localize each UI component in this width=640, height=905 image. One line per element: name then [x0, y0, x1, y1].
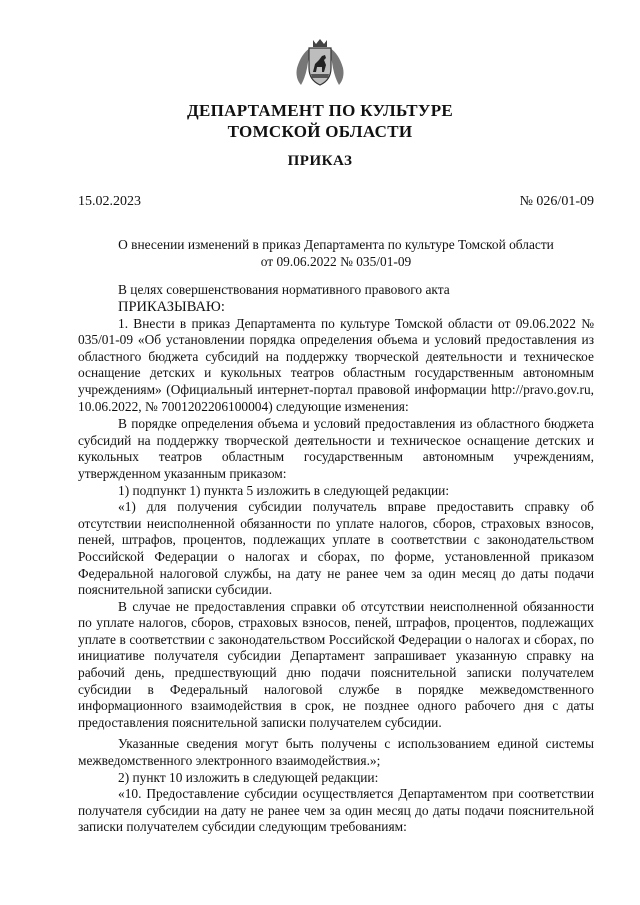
order-date: 15.02.2023: [78, 194, 141, 209]
paragraph-quote-1: «1) для получения субсидии получатель вправе предоставить справку об отсутствии неисполненной обязанности по уплате налогов, сборов, страховых взносов, пеней, штрафов, процентов, подлежащих уплате в соответствии с законодательством Российской Федерации о налогах и сборах, по форме, установленной приказом Федеральной налоговой службы, на дату не ранее чем за один месяц до даты подачи пояснительной записки субсидии.: [78, 499, 594, 598]
organization-name-line1: ДЕПАРТАМЕНТ ПО КУЛЬТУРЕ: [186, 101, 454, 120]
tomsk-region-coat-of-arms-icon: [293, 38, 347, 88]
paragraph-procedure: В порядке определения объема и условий предоставления из областного бюджета субсидий на поддержку творческой деятельности и техническое оснащение детских и кукольных театров областным государственным автономным учреждениям, утвержденном указанным приказом:: [78, 416, 594, 481]
paragraph-quote-10: «10. Предоставление субсидии осуществляется Департаментом при соответствии получателя субсидии на дату не ранее чем за один месяц до даты подачи пояснительной записки получателем субсидии следующим требованиям:: [78, 786, 594, 835]
order-number: № 026/01-09: [519, 194, 594, 209]
order-subject: [78, 236, 594, 270]
preamble-paragraph: В целях совершенствования нормативного правового акта: [118, 282, 450, 297]
subject-line1: О внесении изменений в приказ Департамента по культуре Томской области: [118, 237, 554, 252]
order-keyword: ПРИКАЗЫВАЮ:: [118, 298, 225, 315]
document-type-title: ПРИКАЗ: [287, 153, 353, 169]
paragraph-item-1: 1. Внести в приказ Департамента по культуре Томской области от 09.06.2022 № 035/01-09 «Об установлении порядка определения объема и условий предоставления из областного бюджета субсидий на поддержку творческой деятельности и техническое оснащение детских и кукольных театров областным государственным автономным учреждениям» (Официальный интернет-портал правовой информации http://pravo.gov.ru, 10.06.2022, № 7001202206100004) следующие изменения:: [78, 315, 594, 414]
order-body: [78, 282, 594, 836]
paragraph-subitem-1: 1) подпункт 1) пункта 5 изложить в следующей редакции:: [118, 482, 450, 498]
subject-line2: от 09.06.2022 № 035/01-09: [260, 254, 412, 269]
paragraph-no-certificate: В случае не предоставления справки об отсутствии неисполненной обязанности по уплате налогов, сборов, страховых взносов, пеней, штрафов, процентов, подлежащих уплате в соответствии с законодательством Российской Федерации о налогах и сборах, по инициативе получателя субсидии Департамент запрашивает указанную справку на рабочий день, предшествующий дню подачи пояснительной записки получателем субсидии в Федеральный налоговой службе в порядке межведомственного информационного взаимодействия в срок, не позднее одного рабочего дня с даты предоставления пояснительной записки получателем субсидии.: [78, 598, 594, 730]
paragraph-info-sources: Указанные сведения могут быть получены с использованием единой системы межведомственного электронного взаимодействия.»;: [78, 736, 594, 769]
paragraph-subitem-2: 2) пункт 10 изложить в следующей редакции:: [118, 769, 379, 785]
organization-name-line2: ТОМСКОЙ ОБЛАСТИ: [227, 122, 413, 141]
